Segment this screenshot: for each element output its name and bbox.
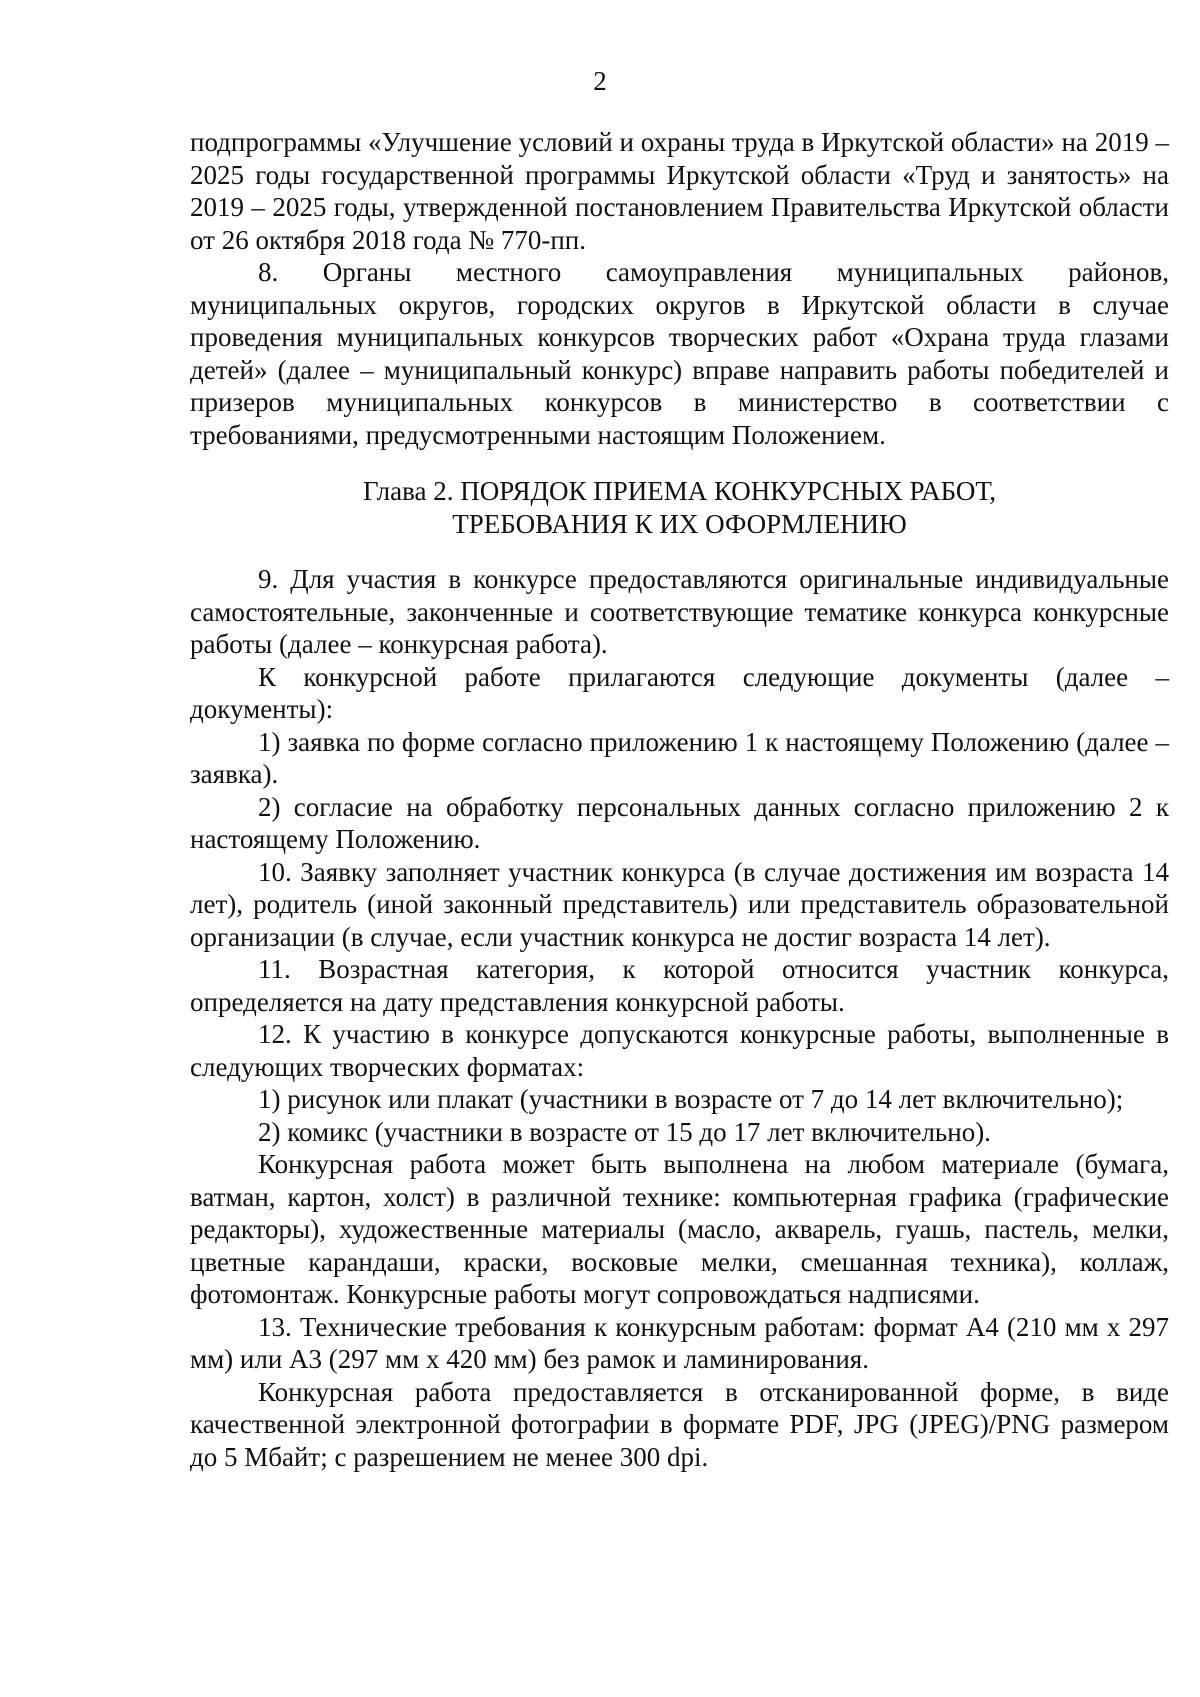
- paragraph: подпрограммы «Улучшение условий и охраны труда в Иркутской области» на 2019 – 2025 годы государственной программы Иркутской области «Труд и занятость» на 2019 – 2025 годы, утвержденной постановлением Правительства Иркутской области от 26 октября 2018 года № 770-пп.: [190, 127, 1169, 255]
- paragraph: Конкурсная работа предоставляется в отсканированной форме, в виде качественной электронной фотографии в формате PDF, JPG (JPEG)/PNG размером до 5 Мбайт; с разрешением не менее 300 dpi.: [190, 1376, 1169, 1472]
- section-after-chapter: [190, 563, 1169, 1473]
- paragraph: 13. Технические требования к конкурсным работам: формат А4 (210 мм х 297 мм) или А3 (297 мм х 420 мм) без рамок и ламинирования.: [190, 1311, 1169, 1374]
- paragraph: 1) рисунок или плакат (участники в возрасте от 7 до 14 лет включительно);: [258, 1084, 1124, 1114]
- chapter-heading: [190, 475, 1169, 540]
- paragraph: 9. Для участия в конкурсе предоставляются оригинальные индивидуальные самостоятельные, законченные и соответствующие тематике конкурса конкурсные работы (далее – конкурсная работа).: [190, 564, 1169, 659]
- paragraph: Конкурсная работа может быть выполнена на любом материале (бумага, ватман, картон, холст) в различной технике: компьютерная графика (графические редакторы), художественные материалы (масло, акварель, гуашь, пастель, мелки, цветные карандаши, краски, восковые мелки, смешанная техника), коллаж, фотомонтаж. Конкурсные работы могут сопровождаться надписями.: [190, 1149, 1169, 1309]
- paragraph: 8. Органы местного самоуправления муниципальных районов, муниципальных округов, городских округов в Иркутской области в случае проведения муниципальных конкурсов творческих работ «Охрана труда глазами детей» (далее – муниципальный конкурс) вправе направить работы победителей и призеров муниципальных конкурсов в министерство в соответствии с требованиями, предусмотренными настоящим Положением.: [190, 257, 1169, 450]
- chapter-heading-line-2: ТРЕБОВАНИЯ К ИХ ОФОРМЛЕНИЮ: [452, 508, 907, 539]
- document-body: [190, 126, 1169, 1473]
- paragraph: 11. Возрастная категория, к которой относится участник конкурса, определяется на дату представления конкурсной работы.: [190, 954, 1169, 1017]
- section-before-chapter: [190, 126, 1169, 451]
- paragraph: 1) заявка по форме согласно приложению 1 к настоящему Положению (далее – заявка).: [190, 726, 1169, 789]
- chapter-heading-line-1: Глава 2. ПОРЯДОК ПРИЕМА КОНКУРСНЫХ РАБОТ,: [363, 476, 996, 506]
- paragraph: 10. Заявку заполняет участник конкурса (в случае достижения им возраста 14 лет), родитель (иной законный представитель) или представитель образовательной организации (в случае, если участник конкурса не достиг возраста 14 лет).: [190, 856, 1169, 952]
- paragraph: К конкурсной работе прилагаются следующие документы (далее – документы):: [190, 661, 1169, 724]
- page-number: 2: [593, 66, 607, 96]
- paragraph: 2) согласие на обработку персональных данных согласно приложению 2 к настоящему Положению.: [190, 791, 1169, 854]
- paragraph: 12. К участию в конкурсе допускаются конкурсные работы, выполненные в следующих творческих форматах:: [190, 1019, 1169, 1082]
- paragraph: 2) комикс (участники в возрасте от 15 до 17 лет включительно).: [258, 1116, 991, 1147]
